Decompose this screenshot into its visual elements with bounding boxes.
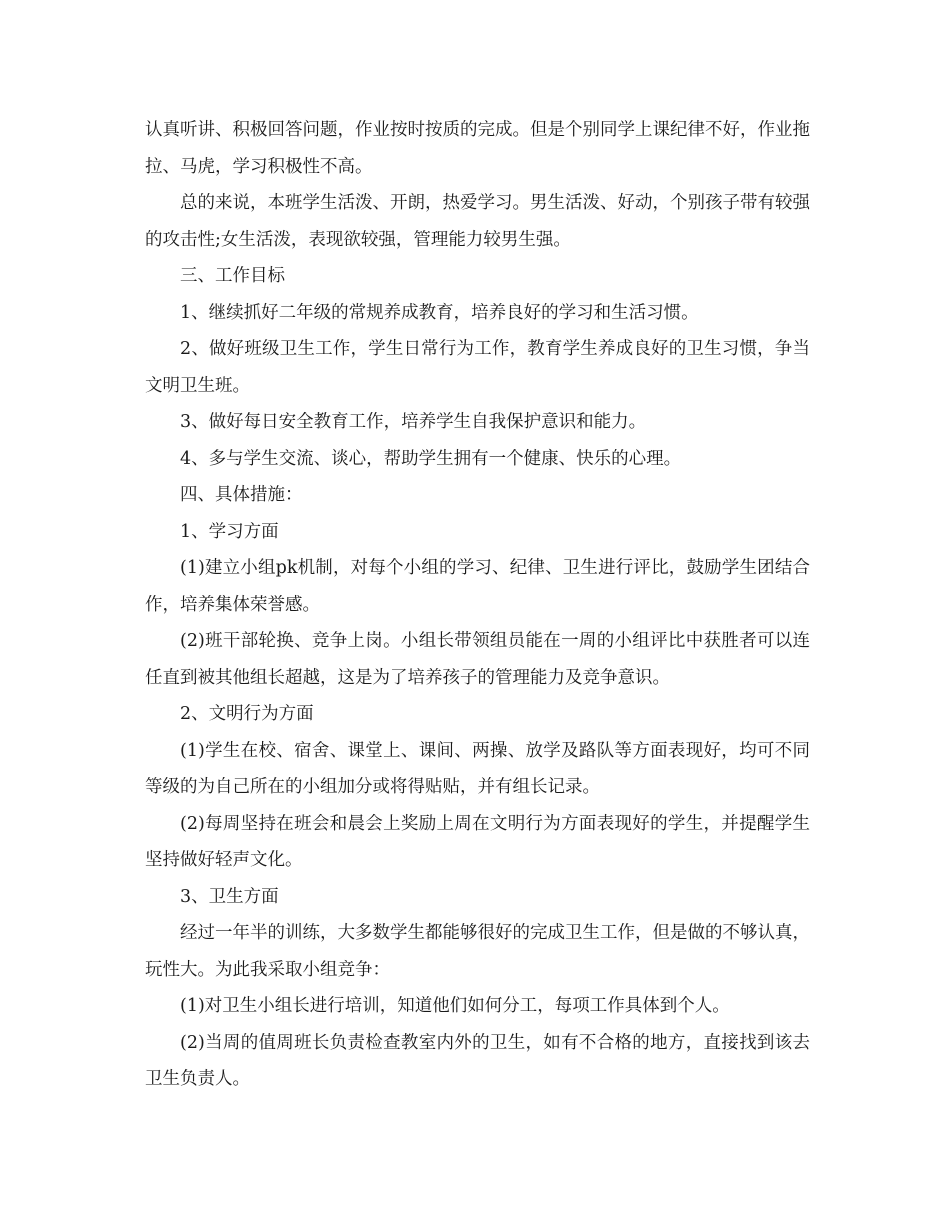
study-item-2: (2)班干部轮换、竞争上岗。小组长带领组员能在一周的小组评比中获胜者可以连任直到被其他组长超越，这是为了培养孩子的管理能力及竞争意识。 (145, 631, 810, 688)
subsection-heading-study: 1、学习方面 (180, 521, 279, 542)
goal-item-3: 3、做好每日安全教育工作，培养学生自我保护意识和能力。 (180, 412, 647, 432)
subsection-heading-behavior: 2、文明行为方面 (180, 704, 314, 724)
hygiene-intro: 经过一年半的训练，大多数学生都能够很好的完成卫生工作，但是做的不够认真，玩性大。为此我采取小组竞争： (145, 923, 810, 980)
section-heading-goals: 三、工作目标 (180, 266, 285, 286)
paragraph-summary: 总的来说，本班学生活泼、开朗，热爱学习。男生活泼、好动，个别孩子带有较强的攻击性;女生活泼，表现欲较强，管理能力较男生强。 (145, 193, 810, 250)
behavior-item-2: (2)每周坚持在班会和晨会上奖励上周在文明行为方面表现好的学生，并提醒学生坚持做好轻声文化。 (145, 813, 810, 870)
goal-item-2: 2、做好班级卫生工作，学生日常行为工作，教育学生养成良好的卫生习惯，争当文明卫生班。 (145, 339, 810, 396)
goal-item-4: 4、多与学生交流、谈心，帮助学生拥有一个健康、快乐的心理。 (180, 448, 682, 469)
behavior-item-1: (1)学生在校、宿舍、课堂上、课间、两操、放学及路队等方面表现好，均可不同等级的为自己所在的小组加分或将得贴贴，并有组长记录。 (145, 740, 810, 797)
subsection-heading-hygiene: 3、卫生方面 (180, 886, 279, 907)
study-item-1: (1)建立小组pk机制，对每个小组的学习、纪律、卫生进行评比，鼓励学生团结合作，培养集体荣誉感。 (145, 558, 810, 615)
paragraph-continuation: 认真听讲、积极回答问题，作业按时按质的完成。但是个别同学上课纪律不好，作业拖拉、马虎，学习积极性不高。 (145, 120, 810, 177)
hygiene-item-2: (2)当周的值周班长负责检查教室内外的卫生，如有不合格的地方，直接找到该去卫生负责人。 (145, 1032, 810, 1089)
section-heading-measures: 四、具体措施： (180, 485, 303, 505)
goal-item-1: 1、继续抓好二年级的常规养成教育，培养良好的学习和生活习惯。 (180, 302, 699, 323)
hygiene-item-1: (1)对卫生小组长进行培训，知道他们如何分工，每项工作具体到个人。 (180, 996, 730, 1016)
document-body (145, 112, 810, 1098)
